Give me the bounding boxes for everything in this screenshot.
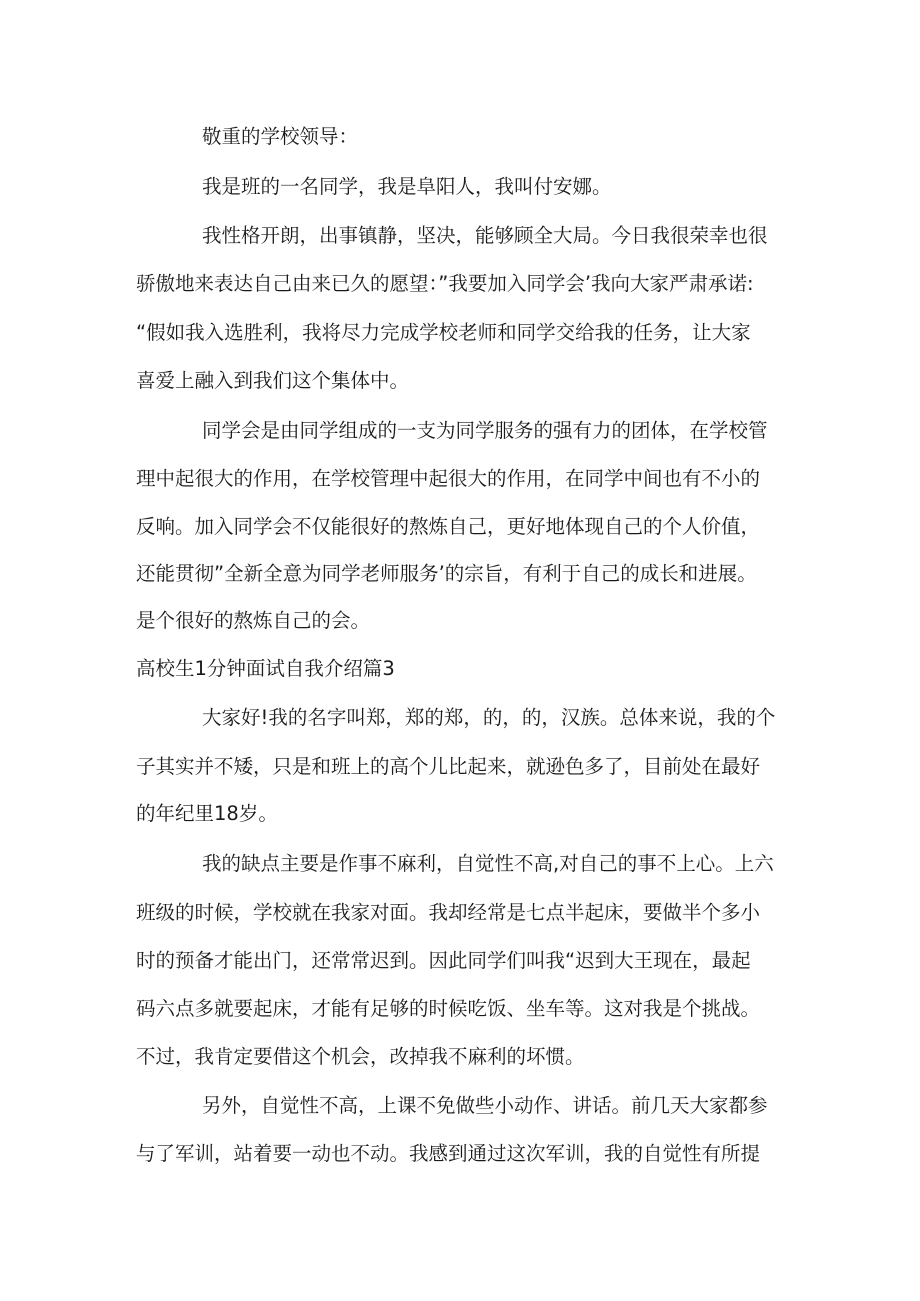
paragraph-line: 子其实并不矮，只是和班上的高个儿比起来，就逊色多了，目前处在最好 xyxy=(136,755,761,778)
paragraph-line: 我的缺点主要是作事不麻利，自觉性不高,对自己的事不上心。上六 xyxy=(202,852,774,875)
salutation: 敬重的学校领导： xyxy=(202,125,359,148)
paragraph-line: 反响。加入同学会不仅能很好的熬炼自己，更好地体现自己的个人价值， xyxy=(136,515,761,538)
paragraph-line: 不过，我肯定要借这个机会，改掉我不麻利的坏惯。 xyxy=(136,1045,585,1068)
paragraph-line: 大家好!我的名字叫郑，郑的郑，的，的，汉族。总体来说，我的个 xyxy=(202,706,776,729)
paragraph-line: 喜爱上融入到我们这个集体中。 xyxy=(136,369,410,392)
paragraph-line: “假如我入选胜利，我将尽力完成学校老师和同学交给我的任务，让大家 xyxy=(136,321,751,344)
paragraph-line: 班级的时候，学校就在我家对面。我却经常是七点半起床，要做半个多小 xyxy=(136,901,761,924)
paragraph-line: 我是班的一名同学，我是阜阳人，我叫付安娜。 xyxy=(202,175,612,198)
paragraph-line: 另外，自觉性不高，上课不免做些小动作、讲话。前几天大家都参 xyxy=(202,1094,768,1117)
paragraph-line: 码六点多就要起床，才能有足够的时候吃饭、坐车等。这对我是个挑战。 xyxy=(136,997,761,1020)
paragraph-line: 是个很好的熬炼自己的会。 xyxy=(136,609,371,632)
paragraph-line: 与了军训，站着要一动也不动。我感到通过这次军训，我的自觉性有所提 xyxy=(136,1142,761,1165)
section-heading: 高校生1分钟面试自我介绍篇3 xyxy=(136,657,395,680)
paragraph-line: 同学会是由同学组成的一支为同学服务的强有力的团体，在学校管 xyxy=(202,419,768,442)
paragraph-line: 骄傲地来表达自己由来已久的愿望：”我要加入同学会’我向大家严肃承诺: xyxy=(136,272,754,295)
paragraph-line: 的年纪里18岁。 xyxy=(136,802,278,825)
paragraph-line: 理中起很大的作用，在学校管理中起很大的作用，在同学中间也有不小的 xyxy=(136,467,761,490)
paragraph-line: 还能贯彻”全新全意为同学老师服务’的宗旨，有利于自己的成长和进展。 xyxy=(136,562,757,585)
paragraph-line: 我性格开朗，出事镇静，坚决，能够顾全大局。今日我很荣幸也很 xyxy=(202,224,768,247)
paragraph-line: 时的预备才能出门，还常常迟到。因此同学们叫我“迟到大王现在，最起 xyxy=(136,949,751,972)
